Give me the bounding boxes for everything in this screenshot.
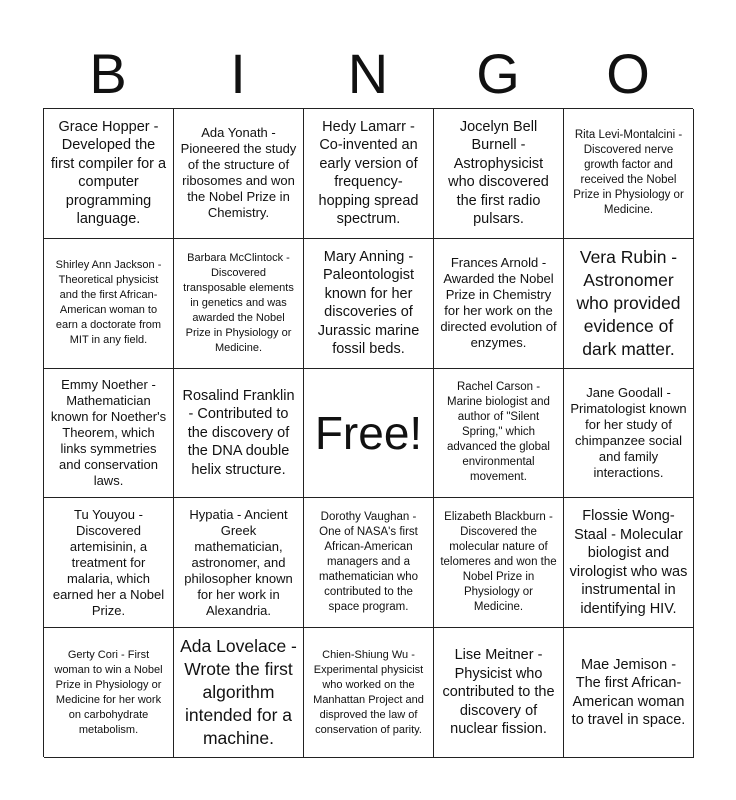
header-letter-n: N <box>347 42 389 105</box>
bingo-cell[interactable] <box>44 239 174 369</box>
cell-text: Jane Goodall - Primatologist known for her study of chimpanzee social and family interactions. <box>570 384 687 480</box>
cell-text: Barbara McClintock - Discovered transposable elements in genetics and was awarded the Nobel Prize in Physiology or Medicine. <box>183 251 294 354</box>
cell-text: Gerty Cori - First woman to win a Nobel Prize in Physiology or Medicine for her work on carbohydrate metabolism. <box>54 648 163 736</box>
free-space-cell[interactable] <box>304 369 434 499</box>
header-letter-i: I <box>230 42 246 105</box>
cell-text: Elizabeth Blackburn - Discovered the molecular nature of telomeres and won the Nobel Prize in Physiology or Medicine. <box>440 511 557 614</box>
cell-text: Rita Levi-Montalcini - Discovered nerve growth factor and received the Nobel Prize in Physiology or Medicine. <box>573 129 684 217</box>
bingo-cell[interactable] <box>564 628 694 758</box>
cell-text: Mae Jemison - The first African-American woman to travel in space. <box>571 656 686 729</box>
header-letter-b: B <box>89 42 127 105</box>
cell-text: Vera Rubin - Astronomer who provided evidence of dark matter. <box>576 246 681 359</box>
bingo-cell[interactable] <box>434 498 564 628</box>
bingo-cell[interactable] <box>44 109 174 239</box>
cell-text: Rosalind Franklin - Contributed to the discovery of the DNA double helix structure. <box>182 387 295 478</box>
cell-text: Hypatia - Ancient Greek mathematician, astronomer, and philosopher known for her work in Alexandria. <box>184 506 293 618</box>
cell-text: Flossie Wong-Staal - Molecular biologist and virologist who was instrumental in identifying HIV. <box>569 508 688 617</box>
bingo-cell[interactable] <box>434 369 564 499</box>
cell-text: Frances Arnold - Awarded the Nobel Prize in Chemistry for her work on the directed evolution of enzymes. <box>440 255 557 351</box>
bingo-cell[interactable] <box>434 628 564 758</box>
bingo-cell[interactable] <box>174 109 304 239</box>
bingo-cell[interactable] <box>304 498 434 628</box>
cell-text: Ada Lovelace - Wrote the first algorithm intended for a machine. <box>180 636 297 749</box>
free-space-text: Free! <box>314 406 423 459</box>
bingo-cell[interactable] <box>174 239 304 369</box>
cell-text: Tu Youyou - Discovered artemisinin, a treatment for malaria, which earned her a Nobel Prize. <box>52 506 165 618</box>
bingo-header <box>43 40 693 108</box>
cell-text: Shirley Ann Jackson - Theoretical physicist and the first African-American woman to earn a doctorate from MIT in any field. <box>55 259 162 347</box>
bingo-cell[interactable] <box>174 498 304 628</box>
cell-text: Emmy Noether - Mathematician known for Noether's Theorem, which links symmetries and conservation laws. <box>50 376 167 488</box>
bingo-cell[interactable] <box>44 498 174 628</box>
header-letter-g: G <box>476 42 520 105</box>
cell-text: Rachel Carson - Marine biologist and author of "Silent Spring," which advanced the global environmental movement. <box>447 381 550 484</box>
bingo-cell[interactable] <box>304 239 434 369</box>
bingo-cell[interactable] <box>44 628 174 758</box>
bingo-cell[interactable] <box>434 239 564 369</box>
cell-text: Mary Anning - Paleontologist known for her discoveries of Jurassic marine fossil beds. <box>317 248 420 358</box>
bingo-cell[interactable] <box>564 239 694 369</box>
cell-text: Grace Hopper - Developed the first compiler for a computer programming language. <box>50 118 167 228</box>
cell-text: Ada Yonath - Pioneered the study of the structure of ribosomes and won the Nobel Prize in Chemistry. <box>180 125 297 221</box>
bingo-cell[interactable] <box>564 498 694 628</box>
cell-text: Lise Meitner - Physicist who contributed to the discovery of nuclear fission. <box>442 647 555 738</box>
cell-text: Hedy Lamarr - Co-invented an early version of frequency-hopping spread spectrum. <box>318 118 419 228</box>
bingo-cell[interactable] <box>174 369 304 499</box>
cell-text: Dorothy Vaughan - One of NASA's first African-American managers and a mathematician who contributed to the space program. <box>318 511 419 614</box>
bingo-cell[interactable] <box>564 109 694 239</box>
header-letter-o: O <box>606 42 650 105</box>
bingo-cell[interactable] <box>304 109 434 239</box>
bingo-cell[interactable] <box>44 369 174 499</box>
cell-text: Chien-Shiung Wu - Experimental physicist who worked on the Manhattan Project and disproved the law of conservation of parity. <box>313 648 424 736</box>
bingo-cell[interactable] <box>304 628 434 758</box>
bingo-cell[interactable] <box>564 369 694 499</box>
bingo-cell[interactable] <box>434 109 564 239</box>
bingo-grid <box>43 108 693 757</box>
bingo-cell[interactable] <box>174 628 304 758</box>
cell-text: Jocelyn Bell Burnell - Astrophysicist who discovered the first radio pulsars. <box>448 118 549 228</box>
